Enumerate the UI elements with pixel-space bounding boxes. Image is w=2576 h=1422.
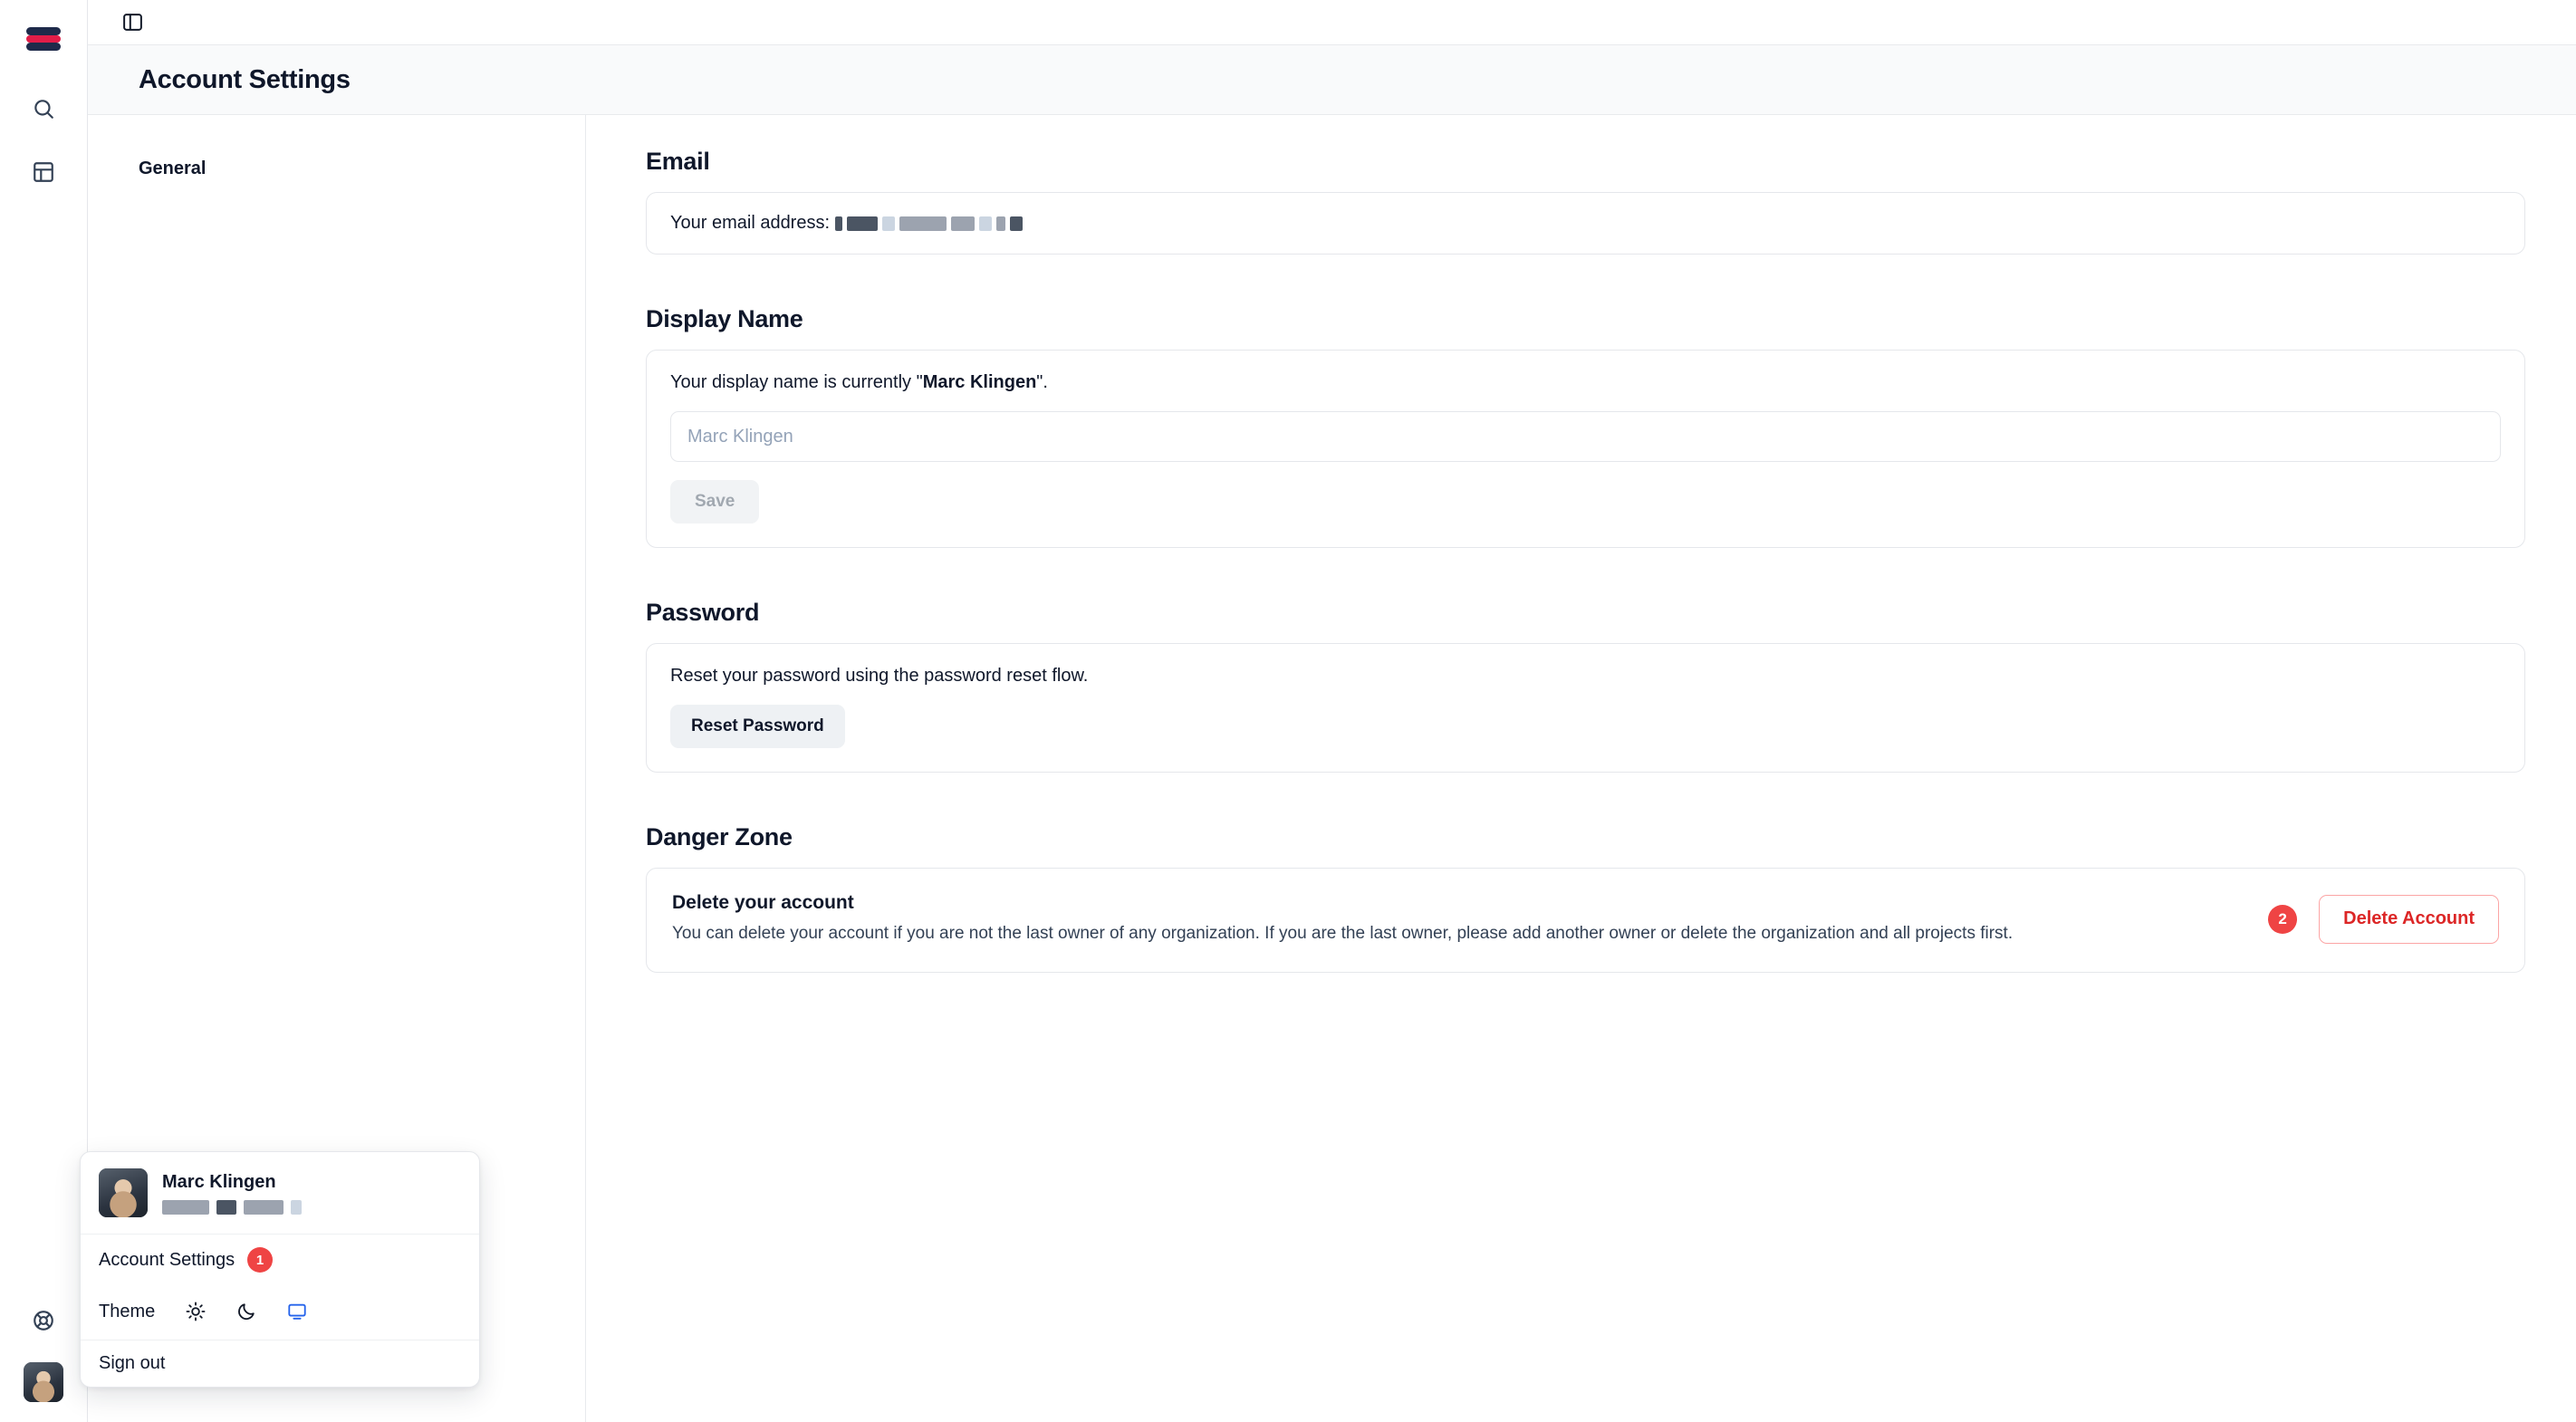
delete-account-button[interactable]: Delete Account	[2319, 895, 2499, 944]
danger-zone-text	[672, 892, 2246, 946]
popover-sign-out-label: Sign out	[99, 1353, 166, 1373]
popover-sign-out-item[interactable]	[81, 1340, 479, 1387]
theme-dark-icon[interactable]	[231, 1296, 262, 1327]
popover-user-name: Marc Klingen	[162, 1172, 276, 1192]
settings-content	[586, 115, 2576, 1422]
search-icon[interactable]	[24, 89, 63, 129]
sidebar-toggle-button[interactable]	[115, 5, 149, 40]
danger-zone-section-title: Danger Zone	[646, 823, 793, 850]
reset-password-button[interactable]: Reset Password	[670, 705, 845, 748]
popover-theme-row	[81, 1285, 479, 1340]
display-name-suffix: ".	[1036, 372, 1048, 392]
popover-avatar	[99, 1168, 148, 1217]
page-title: Account Settings	[139, 64, 351, 94]
user-menu-popover	[80, 1151, 480, 1388]
save-button[interactable]: Save	[670, 480, 759, 524]
avatar-image	[24, 1362, 63, 1402]
password-card	[646, 643, 2525, 773]
theme-system-icon[interactable]	[282, 1296, 312, 1327]
popover-account-settings-item[interactable]	[81, 1235, 479, 1285]
popover-avatar-image	[99, 1168, 148, 1217]
email-value-redacted	[835, 216, 1023, 231]
avatar[interactable]	[24, 1362, 63, 1402]
rail-icon-list	[24, 89, 63, 192]
step-badge-2: 2	[2268, 905, 2297, 934]
email-label: Your email address:	[670, 213, 831, 233]
password-section-title: Password	[646, 599, 760, 626]
topbar	[88, 0, 2576, 45]
theme-light-icon[interactable]	[180, 1296, 211, 1327]
display-name-prefix: Your display name is currently "	[670, 372, 923, 392]
step-badge-1: 1	[247, 1247, 273, 1273]
support-icon[interactable]	[24, 1301, 63, 1340]
icon-rail	[0, 0, 88, 1422]
popover-user-email-redacted	[162, 1200, 302, 1215]
email-card	[646, 192, 2525, 255]
display-name-input[interactable]	[670, 411, 2501, 462]
delete-account-title: Delete your account	[672, 892, 854, 913]
langfuse-logo[interactable]	[24, 20, 62, 58]
delete-account-description: You can delete your account if you are not the last owner of any organization. If you are the last owner, please add another owner or delete the organization and all projects first.	[672, 924, 2014, 943]
popover-account-settings-label: Account Settings	[99, 1249, 235, 1270]
popover-user-row	[81, 1152, 479, 1235]
display-name-card	[646, 350, 2525, 548]
email-row	[670, 213, 2501, 234]
password-description: Reset your password using the password reset flow.	[670, 666, 1089, 686]
grid-icon[interactable]	[24, 152, 63, 192]
danger-zone-card	[646, 868, 2525, 973]
theme-label: Theme	[99, 1301, 156, 1321]
subnav-item-general[interactable]: General	[139, 159, 207, 178]
display-name-value: Marc Klingen	[922, 372, 1037, 392]
email-section-title: Email	[646, 148, 710, 175]
display-name-section-title: Display Name	[646, 305, 803, 332]
logo-mark-icon	[26, 27, 61, 51]
page-header	[88, 45, 2576, 115]
rail-bottom	[0, 1301, 87, 1402]
display-name-current	[670, 372, 2501, 393]
